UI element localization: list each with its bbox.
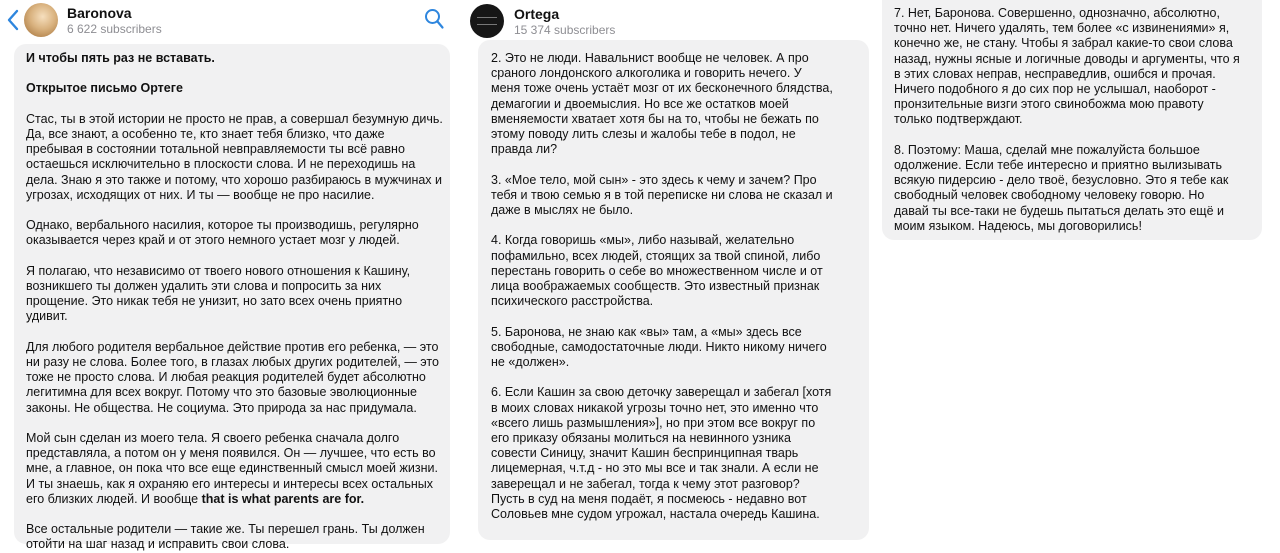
channel-avatar[interactable] [470, 4, 504, 38]
message-line: Для любого родителя вербальное действие против его ребенка, — это [26, 339, 439, 354]
message-line: угрозах, исходящих от них. И ты — вообще не про насилие. [26, 187, 375, 202]
message-line: тоже не просто слова. И любая реакция родителей будет абсолютно [26, 370, 426, 385]
subscriber-count: 6 622 subscribers [67, 22, 162, 36]
message-line: Я полагаю, что независимо от твоего нового отношения к Кашину, [26, 263, 411, 278]
channel-header [462, 0, 874, 40]
message-line: И ты знаешь, как я охраняю его интересы и интересы всех остальных [26, 476, 434, 491]
search-icon[interactable] [424, 8, 444, 30]
message-line: отойти на шаг назад и исправить свои слова. [26, 537, 290, 552]
message-line: возникшего ты должен удалить эти слова и попросить за них [26, 278, 382, 293]
message-line: ни разу не слова. Более того, в глазах любых других родителей, — это [26, 354, 439, 369]
message-line: пребывая в состоянии тотальной невправляемости ты всё равно [26, 142, 405, 157]
message-paragraph [26, 522, 438, 552]
message-line: законы. Не общества. Не социума. Это природа за нас придумала. [26, 400, 417, 415]
message-line: дела. Знаю я это также и потому, что хорошо разбираюсь в мужчинах и [26, 172, 443, 187]
message-paragraph: 3. «Мое тело, мой сын» - это здесь к чему и зачем? Про тебя и твою семью я в той переписке ни слова не сказал и даже в мыслях не было. [491, 172, 833, 218]
chevron-left-icon[interactable] [6, 8, 20, 32]
logo-mark [477, 17, 497, 25]
message-line: представляла, а потом он у меня появился. Он — лучшее, что есть во [26, 446, 436, 461]
message-line: Стас, ты в этой истории не просто не прав, а совершал безумную дичь. [26, 111, 443, 126]
message-line: остаешься исключительно в плоскости слова. И не переходишь на [26, 157, 416, 172]
message-paragraph: 2. Это не люди. Навальнист вообще не человек. А про сраного лондонского алкоголика и говорить нечего. У меня тоже очень устаёт мозг от их бесконечного блядства, демагогии и двоемыслия. Но все же остатков моей вменяемости хватает хотя бы на то, чтобы не бежать по этому поводу лить слезы и жалобы тебе в подол, не правда ли? [491, 51, 833, 157]
channel-header [0, 0, 456, 40]
message-line [26, 492, 438, 507]
message-bold-text: that is what parents are for. [201, 491, 365, 506]
message-paragraph: 4. Когда говоришь «мы», либо называй, желательно пофамильно, всех людей, стоящих за твой спиной, либо перестань говорить о себе во множественном числе и от лица воображаемых сообществ. Это известный признак психического расстройства. [491, 233, 823, 309]
message-paragraph: 8. Поэтому: Маша, сделай мне пожалуйста большое одолжение. Если тебе интересно и приятно вылизывать всякую пидерсию - дело твоё, безусловно. Это я тебе как свободный человек свободному человеку говорю. Но давай ты все-таки не будешь пытаться делать это ещё и моим языком. Надеюсь, мы договорились! [894, 142, 1229, 233]
message-line: Открытое письмо Ортеге [26, 81, 183, 96]
message-bubble [14, 44, 450, 552]
message-line: Однако, вербального насилия, которое ты производишь, регулярно [26, 218, 419, 233]
message-line: удивит. [26, 309, 68, 324]
message-paragraph [26, 218, 438, 248]
message-line: легитимна для всех вокруг. Потому что это базовые эволюционные [26, 385, 417, 400]
message-bubble [478, 40, 869, 540]
message-line: Мой сын сделан из моего тела. Я своего ребенка сначала долго [26, 430, 400, 445]
channel-name[interactable]: Ortega [514, 6, 560, 22]
channel-name[interactable]: Baronova [67, 5, 132, 21]
baronova-chat-screenshot [0, 0, 456, 552]
message-paragraph [26, 264, 438, 325]
message-line: оказывается через край и от этого немного устает мозг у людей. [26, 233, 400, 248]
message-paragraph: 7. Нет, Баронова. Совершенно, однозначно, абсолютно, точно нет. Ничего удалять, тем более «с извинениями» я, конечно же, не стану. Чтобы я забрал какие-то свои слова назад, нужны ясные и логичные доводы и аргументы, что я в этих словах неправ, несправедлив, ошибся и прочая. Ничего подобного я до сих пор не услышал, наоборот - пронзительные визги этого свинобожма мою правоту только подтверждают. [894, 6, 1240, 127]
message-paragraph [26, 340, 438, 416]
subscriber-count: 15 374 subscribers [514, 23, 616, 37]
ortega-chat-screenshot [462, 0, 874, 530]
message-paragraph [26, 111, 443, 203]
message-text: его близких людей. И вообще [26, 491, 202, 506]
message-bubble [882, 0, 1262, 240]
message-line: прощение. Это никак тебя не унизит, но зато всех очень приятно [26, 294, 403, 309]
message-line: И чтобы пять раз не вставать. [26, 51, 215, 65]
message-line: мне, а главное, он пока что все еще единственный смысл моей жизни. [26, 461, 438, 476]
message-paragraph: 6. Если Кашин за свою деточку заверещал и забегал [хотя в моих словах никакой угрозы точно нет, это именно что «всего лишь размышления»], но при этом все вокруг по его приказу обязаны молиться на невинного узника совести Синицу, значит Кашин беспринципная тварь лицемерная, ч.т.д - но это мы все и так знали. А если не заверещал и не забегал, тогда к чему этот разговор? Пусть в суд на меня подаёт, я посмеюсь - недавно вот Соловьев мне судом угрожал, настала очередь Кашина. [491, 385, 832, 522]
message-paragraph [26, 431, 438, 507]
message-paragraph [26, 81, 438, 96]
message-paragraph: 5. Баронова, не знаю как «вы» там, а «мы» здесь все свободные, самодостаточные люди. Никто никому ничего не «должен». [491, 324, 827, 370]
message-line: Да, все знают, а особенно те, кто знает тебя близко, что даже [26, 126, 385, 141]
continuation-chat-screenshot [876, 0, 1280, 530]
message-line: Все остальные родители — такие же. Ты перешел грань. Ты должен [26, 522, 425, 537]
message-paragraph [26, 51, 438, 66]
channel-avatar[interactable] [24, 3, 58, 37]
